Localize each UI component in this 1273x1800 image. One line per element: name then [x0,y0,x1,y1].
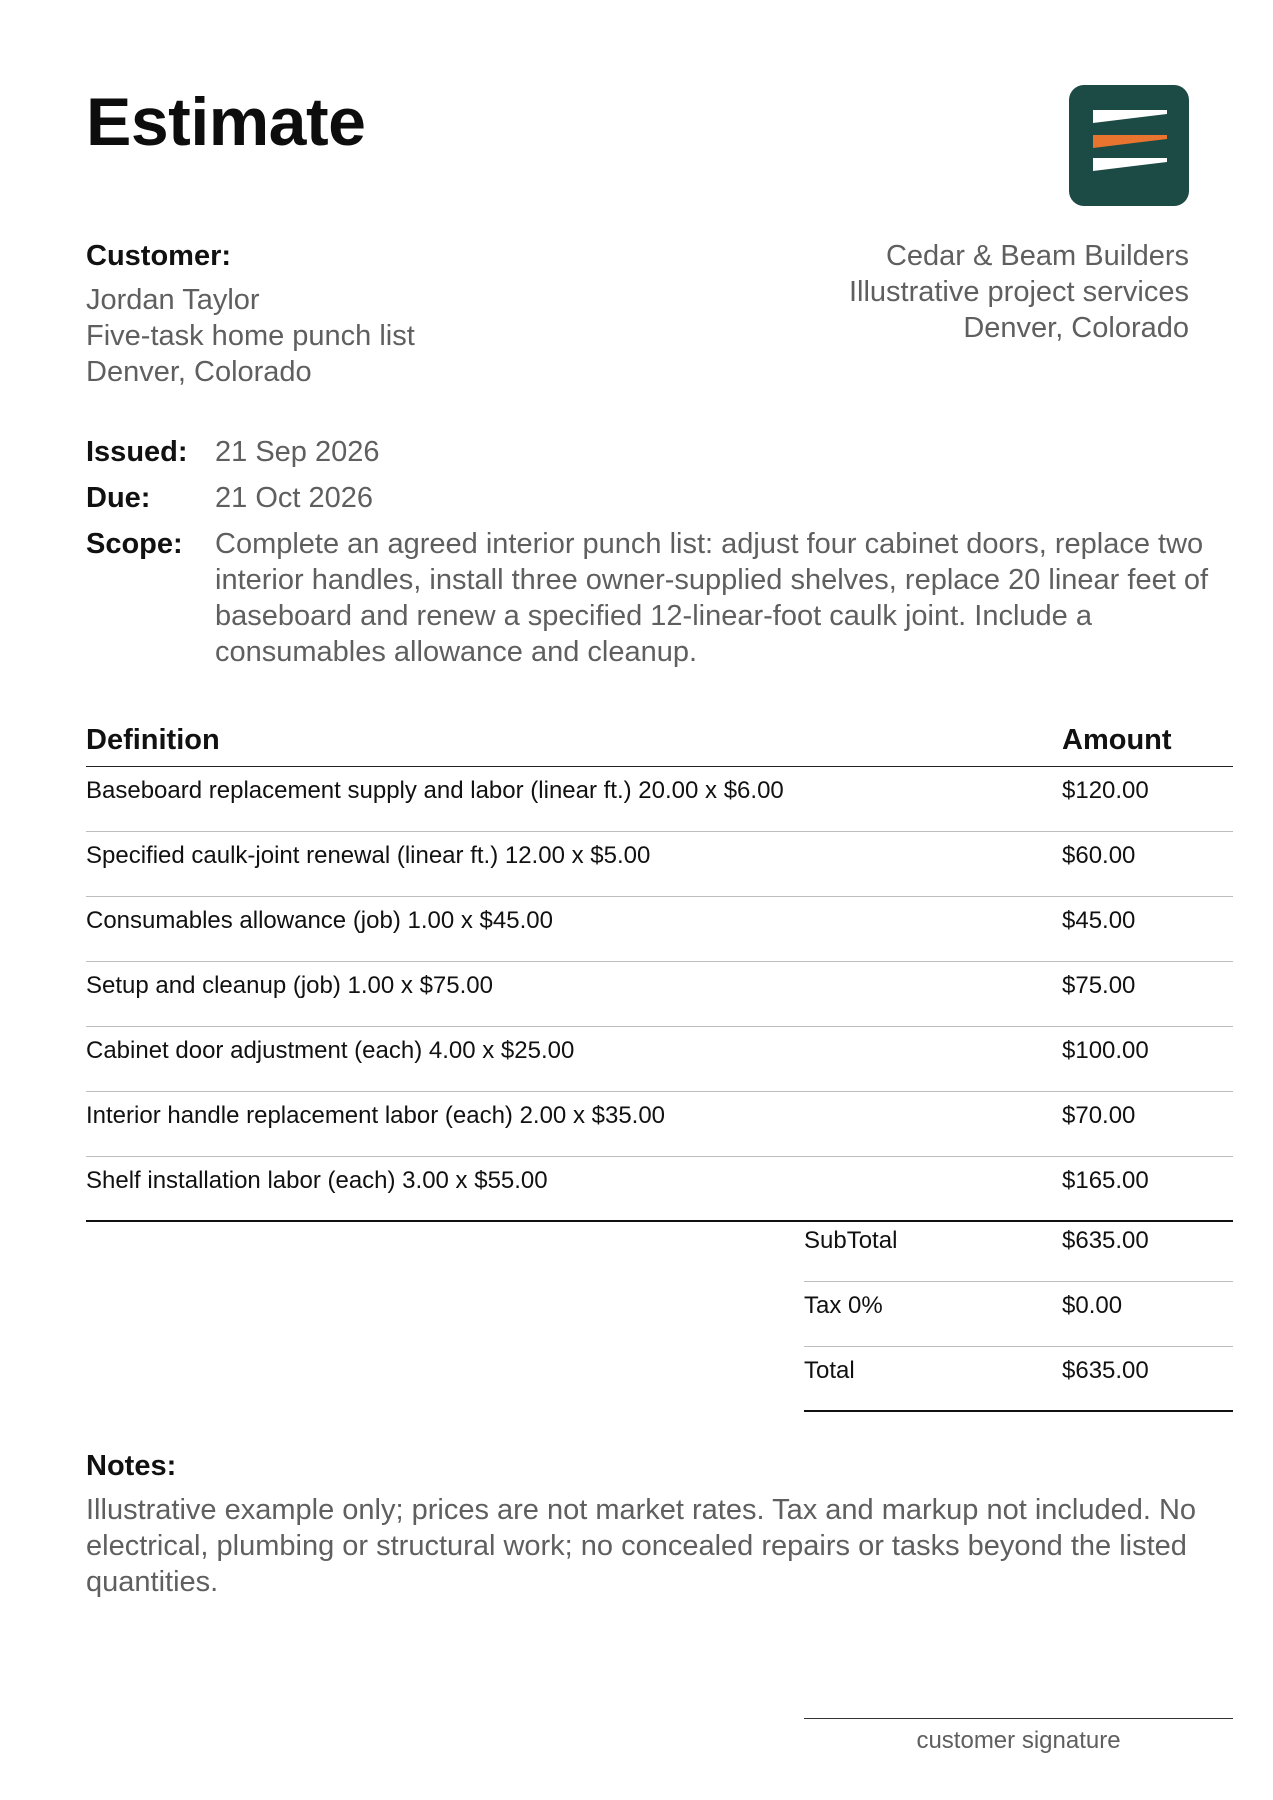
table-row [86,962,1233,1027]
notes-text: Illustrative example only; prices are not market rates. Tax and markup not included. No electrical, plumbing or structural work; no concealed repairs or tasks beyond the listed quantities. [86,1494,1197,1598]
notes-label: Notes: [86,1450,177,1482]
table-header [86,722,1233,767]
amount-header: Amount [1062,724,1172,756]
row-amount: $165.00 [1062,1167,1149,1194]
tax-label: Tax 0% [804,1292,883,1319]
customer-label: Customer: [86,240,232,272]
signature-line [804,1718,1233,1719]
row-description: Cabinet door adjustment (each) 4.00 x $25.00 [86,1037,575,1064]
total-row [804,1347,1233,1412]
customer-location: Denver, Colorado [86,356,312,388]
subtotal-label: SubTotal [804,1227,898,1254]
row-description: Consumables allowance (job) 1.00 x $45.00 [86,907,553,934]
company-details [849,238,1189,346]
definition-header: Definition [86,724,220,756]
table-row [86,832,1233,897]
row-amount: $75.00 [1062,972,1136,999]
total-label: Total [804,1357,855,1384]
company-location: Denver, Colorado [963,312,1189,344]
row-description: Specified caulk-joint renewal (linear ft.) 12.00 x $5.00 [86,842,651,869]
due-value: 21 Oct 2026 [215,482,373,514]
row-amount: $45.00 [1062,907,1136,934]
row-amount: $120.00 [1062,777,1149,804]
table-row [86,767,1233,832]
total-value: $635.00 [1062,1357,1149,1384]
customer-project: Five-task home punch list [86,320,415,352]
table-row [86,1157,1233,1222]
issued-value: 21 Sep 2026 [215,436,380,468]
table-row [86,1027,1233,1092]
issued-label: Issued: [86,436,188,468]
subtotal-value: $635.00 [1062,1227,1149,1254]
document-title: Estimate [86,84,366,160]
row-description: Baseboard replacement supply and labor (linear ft.) 20.00 x $6.00 [86,777,784,804]
signature-label: customer signature [916,1727,1121,1754]
due-label: Due: [86,482,151,514]
scope-value: Complete an agreed interior punch list: adjust four cabinet doors, replace two interior handles, install three owner-supplied shelves, replace 20 linear feet of baseboard and renew a specified 12-linear-foot caulk joint. Include a consumables allowance and cleanup. [215,528,1209,668]
scope-label: Scope: [86,528,183,560]
table-row [86,897,1233,962]
tax-row [804,1282,1233,1347]
row-description: Setup and cleanup (job) 1.00 x $75.00 [86,972,493,999]
table-row [86,1092,1233,1157]
totals-block [804,1217,1233,1412]
customer-details [86,282,415,390]
row-amount: $60.00 [1062,842,1136,869]
row-description: Interior handle replacement labor (each) 2.00 x $35.00 [86,1102,666,1129]
subtotal-row [804,1217,1233,1282]
row-amount: $70.00 [1062,1102,1136,1129]
company-name: Cedar & Beam Builders [885,240,1189,272]
row-amount: $100.00 [1062,1037,1149,1064]
row-description: Shelf installation labor (each) 3.00 x $55.00 [86,1167,548,1194]
customer-name: Jordan Taylor [86,284,260,316]
company-tagline: Illustrative project services [848,276,1189,308]
tax-value: $0.00 [1062,1292,1123,1319]
company-logo [1069,85,1189,206]
line-items-table [86,722,1233,1222]
layered-stripes-logo-icon [1069,85,1189,206]
